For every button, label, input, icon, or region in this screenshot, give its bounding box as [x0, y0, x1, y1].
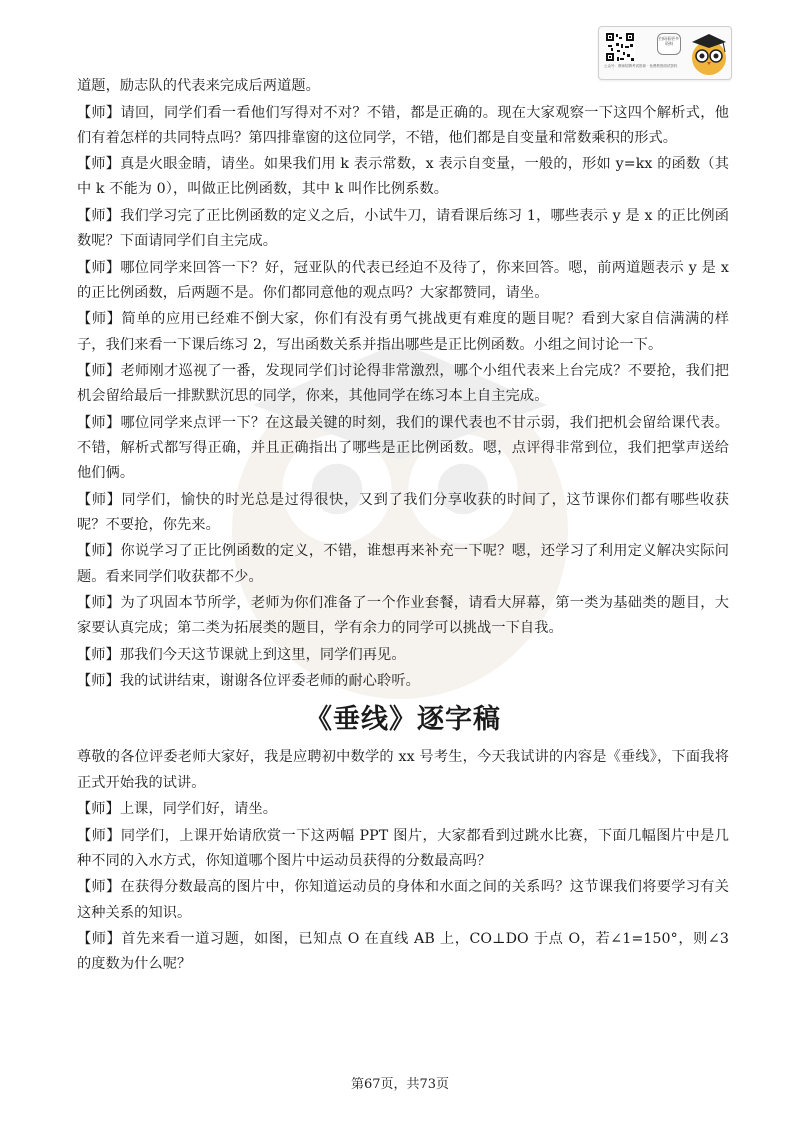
paragraph: 【师】我们学习完了正比例函数的定义之后，小试牛刀，请看课后练习 1，哪些表示 y 是 x 的正比例函数呢？下面请同学们自主完成。 [77, 207, 729, 250]
owl-mascot-icon [689, 30, 729, 76]
paragraph: 【师】真是火眼金睛，请坐。如果我们用 k 表示常数，x 表示自变量，一般的，形如 y=kx 的函数（其中 k 不能为 0），叫做正比例函数，其中 k 叫作比例系数。 [77, 156, 729, 198]
paragraph: 【师】简单的应用已经难不倒大家，你们有没有勇气挑战更有难度的题目呢？看到大家自信满满的样子，我们来看一下课后练习 2，写出函数关系并指出哪些是正比例函数。小组之间讨论一下。 [77, 311, 729, 353]
qr-code-icon [605, 32, 635, 62]
paragraph: 【师】那我们今天这节课就上到这里，同学们再见。 [77, 646, 406, 663]
page-number: 第67页，共73页 [350, 1077, 450, 1092]
paragraph: 【师】在获得分数最高的图片中，你知道运动员的身体和水面之间的关系吗？这节课我们将要学习有关这种关系的知识。 [77, 879, 729, 921]
paragraph: 【师】为了巩固本节所学，老师为你们准备了一个作业套餐，请看大屏幕，第一类为基础类的题目，大家要认真完成；第二类为拓展类的题目，学有余力的同学可以挑战一下自我。 [77, 595, 729, 637]
paragraph: 【师】哪位同学来回答一下？好，冠亚队的代表已经迫不及待了，你来回答。嗯，前两道题表示 y 是 x 的正比例函数，后两题不是。你们都同意他的观点吗？大家都赞同，请坐。 [77, 259, 729, 301]
paragraph: 【师】上课，同学们好，请坐。 [77, 801, 278, 818]
paragraph: 【师】哪位同学来点评一下？在这最关键的时刻，我们的课代表也不甘示弱，我们把机会留给课代表。不错，解析式都写得正确，并且正确指出了哪些是正比例函数。嗯，点评得非常到位，我们把掌声送给他们俩。 [77, 414, 729, 482]
section-title: 《垂线》逐字稿 [305, 704, 501, 736]
paragraph: 【师】你说学习了正比例函数的定义，不错，谁想再来补充一下呢？嗯，还学习了利用定义解决实际问题。看来同学们收获都不少。 [77, 543, 729, 585]
paragraph: 【师】请回，同学们看一看他们写得对不对？不错，都是正确的。现在大家观察一下这四个解析式，他们有着怎样的共同特点吗？第四排靠窗的这位同学，不错，他们都是自变量和常数乘积的形式。 [77, 104, 729, 146]
header-logo [598, 26, 732, 80]
paragraph: 尊敬的各位评委老师大家好，我是应聘初中数学的 xx 号考生，今天我试讲的内容是《垂线》，下面我将正式开始我的试讲。 [77, 749, 729, 791]
paragraph: 【师】同学们，愉快的时光总是过得很快，又到了我们分享收获的时间了，这节课你们都有哪些收获呢？不要抢，你先来。 [77, 491, 729, 533]
paragraph: 【师】老师刚才巡视了一番，发现同学们讨论得非常激烈，哪个小组代表来上台完成？不要抢，我们把机会留给最后一排默默沉思的同学，你来，其他同学在练习本上自主完成。 [77, 363, 729, 405]
document-body [77, 74, 729, 979]
speech-bubble: 扫码看更多资料 [657, 33, 681, 55]
paragraph: 【师】我的试讲结束，谢谢各位评委老师的耐心聆听。 [77, 673, 420, 690]
paragraph: 【师】同学们，上课开始请欣赏一下这两幅 PPT 图片，大家都看到过跳水比赛，下面几幅图片中是几种不同的入水方式，你知道哪个图片中运动员获得的分数最高吗？ [77, 827, 729, 869]
paragraph: 【师】首先来看一道习题，如图，已知点 O 在直线 AB 上，CO⊥DO 于点 O，若∠1=150°，则∠3 的度数为什么呢？ [77, 931, 729, 973]
paragraph: 道题，励志队的代表来完成后两道题。 [77, 78, 320, 94]
qr-caption: 公众号：教师招聘考试资源 · 免费教资面试资料 [604, 64, 678, 68]
